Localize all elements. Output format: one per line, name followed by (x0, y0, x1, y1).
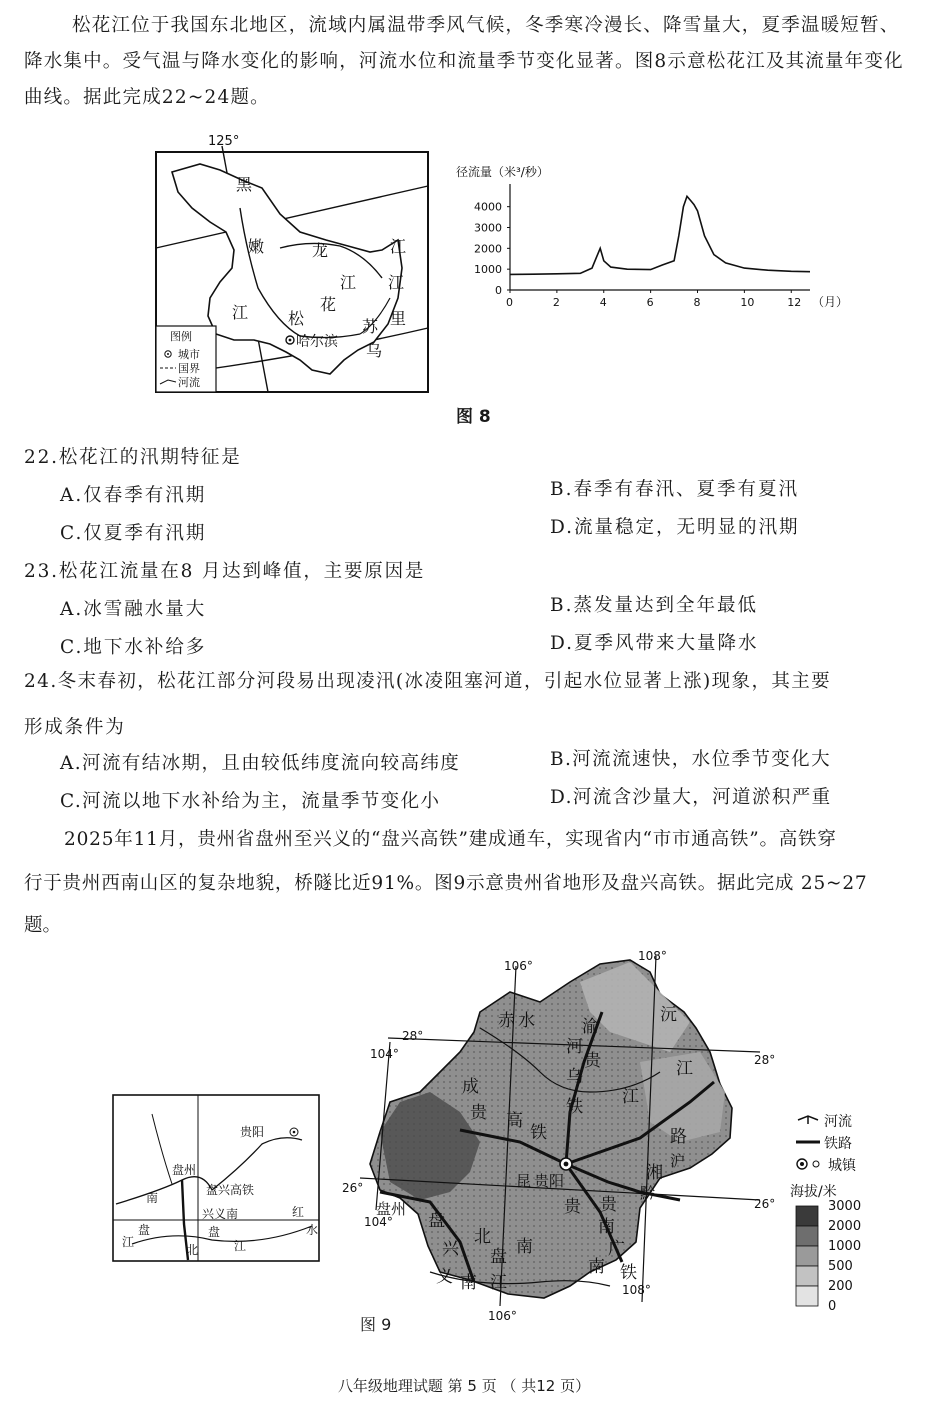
elevation-swatch (796, 1266, 818, 1286)
figure-9-guizhou-map (340, 942, 780, 1332)
inset-label: 红 (292, 1205, 305, 1219)
intro-paragraph-1: 松花江位于我国东北地区，流域内属温带季风气候，冬季寒冷漫长、降雪量大，夏季温暖短暂、降水集中。受气温与降水变化的影响，河流水位和流量季节变化显著。图8示意松花江及其流量年变化曲线。据此完成22~24题。 (24, 15, 904, 108)
lat-label: 28° (754, 1053, 776, 1067)
panzhou-label: 盘州 (376, 1200, 407, 1218)
lon-label: 106° (504, 959, 533, 973)
q24-option-d: D.河流含沙量大，河道淤积严重 (550, 787, 832, 808)
map9-label: 高 (506, 1111, 523, 1131)
inset-label: 江 (234, 1239, 247, 1253)
page-footer: 八年级地理试题 第 5 页 （ 共12 页） (337, 1377, 591, 1395)
elevation-value-label: 1000 (828, 1239, 862, 1254)
intro-paragraph-2-line2: 行于贵州西南山区的复杂地貌，桥隧比近91%。图9示意贵州省地形及盘兴高铁。据此完成 25~27 (24, 873, 868, 894)
map9-label: 铁 (566, 1097, 583, 1117)
map9-label: 贵 (564, 1197, 581, 1217)
map9-label: 江 (622, 1087, 639, 1107)
map9-label: 盘 (428, 1211, 445, 1231)
map9-label: 南 (588, 1257, 605, 1277)
legend-town-label: 城镇 (828, 1158, 856, 1174)
chart-y-label: 径流量（米³/秒） (456, 165, 549, 179)
q22-option-b: B.春季有春汛、夏季有夏汛 (550, 479, 799, 500)
map9-label: 贵 (470, 1103, 487, 1123)
map9-label: 乌 (566, 1067, 583, 1087)
map-label: 江 (390, 237, 407, 256)
q23-option-d: D.夏季风带来大量降水 (550, 633, 759, 654)
legend-border: 国界 (178, 362, 200, 375)
q23-option-a: A.冰雪融水量大 (60, 599, 207, 620)
q23-option-b: B.蒸发量达到全年最低 (550, 595, 758, 616)
map9-label: 南 (516, 1237, 533, 1257)
map9-label: 江 (676, 1059, 693, 1079)
harbin-label: 哈尔滨 (296, 334, 338, 350)
map-label: 龙 (312, 241, 329, 260)
x-tick-label: 10 (740, 296, 755, 309)
map9-label: 北 (474, 1227, 491, 1247)
elevation-swatch (796, 1226, 818, 1246)
map9-label: 铁 (620, 1263, 637, 1283)
question-23-stem: 23.松花江流量在8 月达到峰值，主要原因是 (24, 561, 426, 582)
map-label: 苏 (362, 317, 379, 336)
map9-label: 渝 (582, 1017, 599, 1037)
x-tick-label: 4 (599, 296, 607, 309)
lat-label: 26° (342, 1181, 364, 1195)
map9-label: 义 (436, 1267, 453, 1287)
legend-title: 图例 (170, 330, 192, 343)
legend-river-label: 河流 (824, 1114, 852, 1130)
inset-label: 北 (186, 1243, 199, 1257)
lon-label: 108° (622, 1283, 651, 1297)
elevation-swatch (796, 1206, 818, 1226)
map9-label: 贵 (584, 1051, 601, 1071)
x-tick-label: 12 (787, 296, 802, 309)
map-label: 江 (232, 303, 249, 322)
map9-label: 沅 (660, 1005, 677, 1025)
lon-label: 104° (364, 1215, 393, 1229)
inset-label: 江 (122, 1235, 135, 1249)
map9-label: 昆 (516, 1172, 532, 1190)
map9-label: 河 (566, 1037, 583, 1057)
runoff-line-chart (450, 160, 850, 320)
figure-9-legend (788, 1106, 878, 1336)
figure-8-map (150, 128, 436, 396)
map-label: 江 (340, 273, 357, 292)
x-tick-label: 8 (693, 296, 701, 309)
lon-label: 104° (370, 1047, 399, 1061)
x-tick-label: 2 (552, 296, 560, 309)
map-label: 江 (388, 273, 405, 292)
map9-label: 贵 (600, 1195, 617, 1215)
elevation-title: 海拔/米 (790, 1184, 837, 1200)
inset-label: 水 (306, 1223, 319, 1237)
inset-label: 南 (146, 1191, 159, 1205)
legend-river: 河流 (178, 376, 200, 389)
inset-label: 兴义南 (202, 1207, 239, 1221)
elevation-value-label: 0 (828, 1299, 837, 1314)
q24-option-c: C.河流以地下水补给为主，流量季节变化小 (60, 791, 441, 812)
y-tick-label: 2000 (474, 242, 502, 256)
map9-label: 广 (608, 1239, 625, 1259)
runoff-series-line (510, 196, 810, 274)
lat-label: 26° (754, 1197, 776, 1211)
y-tick-label: 1000 (474, 263, 502, 277)
q22-option-c: C.仅夏季有汛期 (60, 523, 207, 544)
elevation-value-label: 500 (828, 1259, 853, 1274)
q24-option-b: B.河流流速快，水位季节变化大 (550, 749, 831, 770)
map-lon-125: 125° (208, 134, 240, 149)
chart-x-label: （月） (812, 295, 849, 309)
map-label: 松 (288, 309, 305, 328)
figure-9-caption: 图 9 (360, 1315, 392, 1334)
map-label: 黑 (236, 175, 253, 194)
q24-option-a: A.河流有结冰期，且由较低纬度流向较高纬度 (60, 753, 461, 774)
legend-railway-label: 铁路 (824, 1136, 852, 1152)
map9-label: 铁 (530, 1123, 547, 1143)
intro-paragraph-2-line3: 题。 (24, 915, 62, 936)
map9-label: 赤 (498, 1011, 515, 1031)
elevation-swatch (796, 1286, 818, 1306)
map9-label: 湘 (646, 1163, 663, 1183)
y-tick-label: 4000 (474, 200, 502, 214)
figure-8-caption: 图 8 (456, 407, 491, 427)
elevation-value-label: 3000 (828, 1199, 862, 1214)
inset-label: 贵阳 (240, 1125, 265, 1139)
x-tick-label: 0 (506, 296, 513, 309)
map9-label: 沪 (670, 1152, 686, 1170)
inset-label: 盘州 (172, 1163, 197, 1177)
question-22-stem: 22.松花江的汛期特征是 (24, 447, 242, 468)
legend-city: 城市 (178, 348, 200, 361)
map9-label: 水 (518, 1011, 535, 1031)
map9-label: 南 (598, 1217, 615, 1237)
map9-label: 盘 (490, 1247, 507, 1267)
map-label: 乌 (366, 341, 383, 360)
q22-option-a: A.仅春季有汛期 (60, 485, 207, 506)
x-tick-label: 6 (646, 296, 654, 309)
figure-9-inset-map (112, 1094, 322, 1264)
map-label: 嫩 (248, 237, 265, 256)
inset-label: 盘 (208, 1225, 221, 1239)
map-label: 花 (320, 295, 337, 314)
map9-label: 兴 (442, 1239, 459, 1259)
lat-label: 28° (402, 1029, 424, 1043)
elevation-swatch (796, 1246, 818, 1266)
inset-label: 盘兴高铁 (206, 1183, 255, 1197)
map9-label: 江 (490, 1273, 507, 1293)
q23-option-c: C.地下水补给多 (60, 637, 207, 658)
intro-paragraph-2-line1: 2025年11月，贵州省盘州至兴义的“盘兴高铁”建成通车，实现省内“市市通高铁”。高铁穿 (64, 829, 837, 850)
inset-label: 盘 (138, 1223, 151, 1237)
map-label: 里 (390, 309, 407, 328)
lon-label: 106° (488, 1309, 517, 1323)
lon-label: 108° (638, 949, 667, 963)
guiyang-label: 贵阳 (534, 1172, 565, 1190)
elevation-value-label: 200 (828, 1279, 853, 1294)
elevation-value-label: 2000 (828, 1219, 862, 1234)
question-24-stem-line2: 形成条件为 (24, 717, 126, 738)
map9-label: 黔 (640, 1184, 656, 1202)
map9-label: 南 (460, 1273, 477, 1293)
q22-option-d: D.流量稳定，无明显的汛期 (550, 517, 800, 538)
map9-label: 成 (462, 1077, 479, 1097)
y-tick-label: 3000 (474, 221, 502, 235)
map9-label: 路 (670, 1127, 687, 1147)
y-tick-label: 0 (495, 284, 502, 297)
question-24-stem-line1: 24.冬末春初，松花江部分河段易出现凌汛(冰凌阻塞河道，引起水位显著上涨)现象，其主要 (24, 671, 832, 692)
